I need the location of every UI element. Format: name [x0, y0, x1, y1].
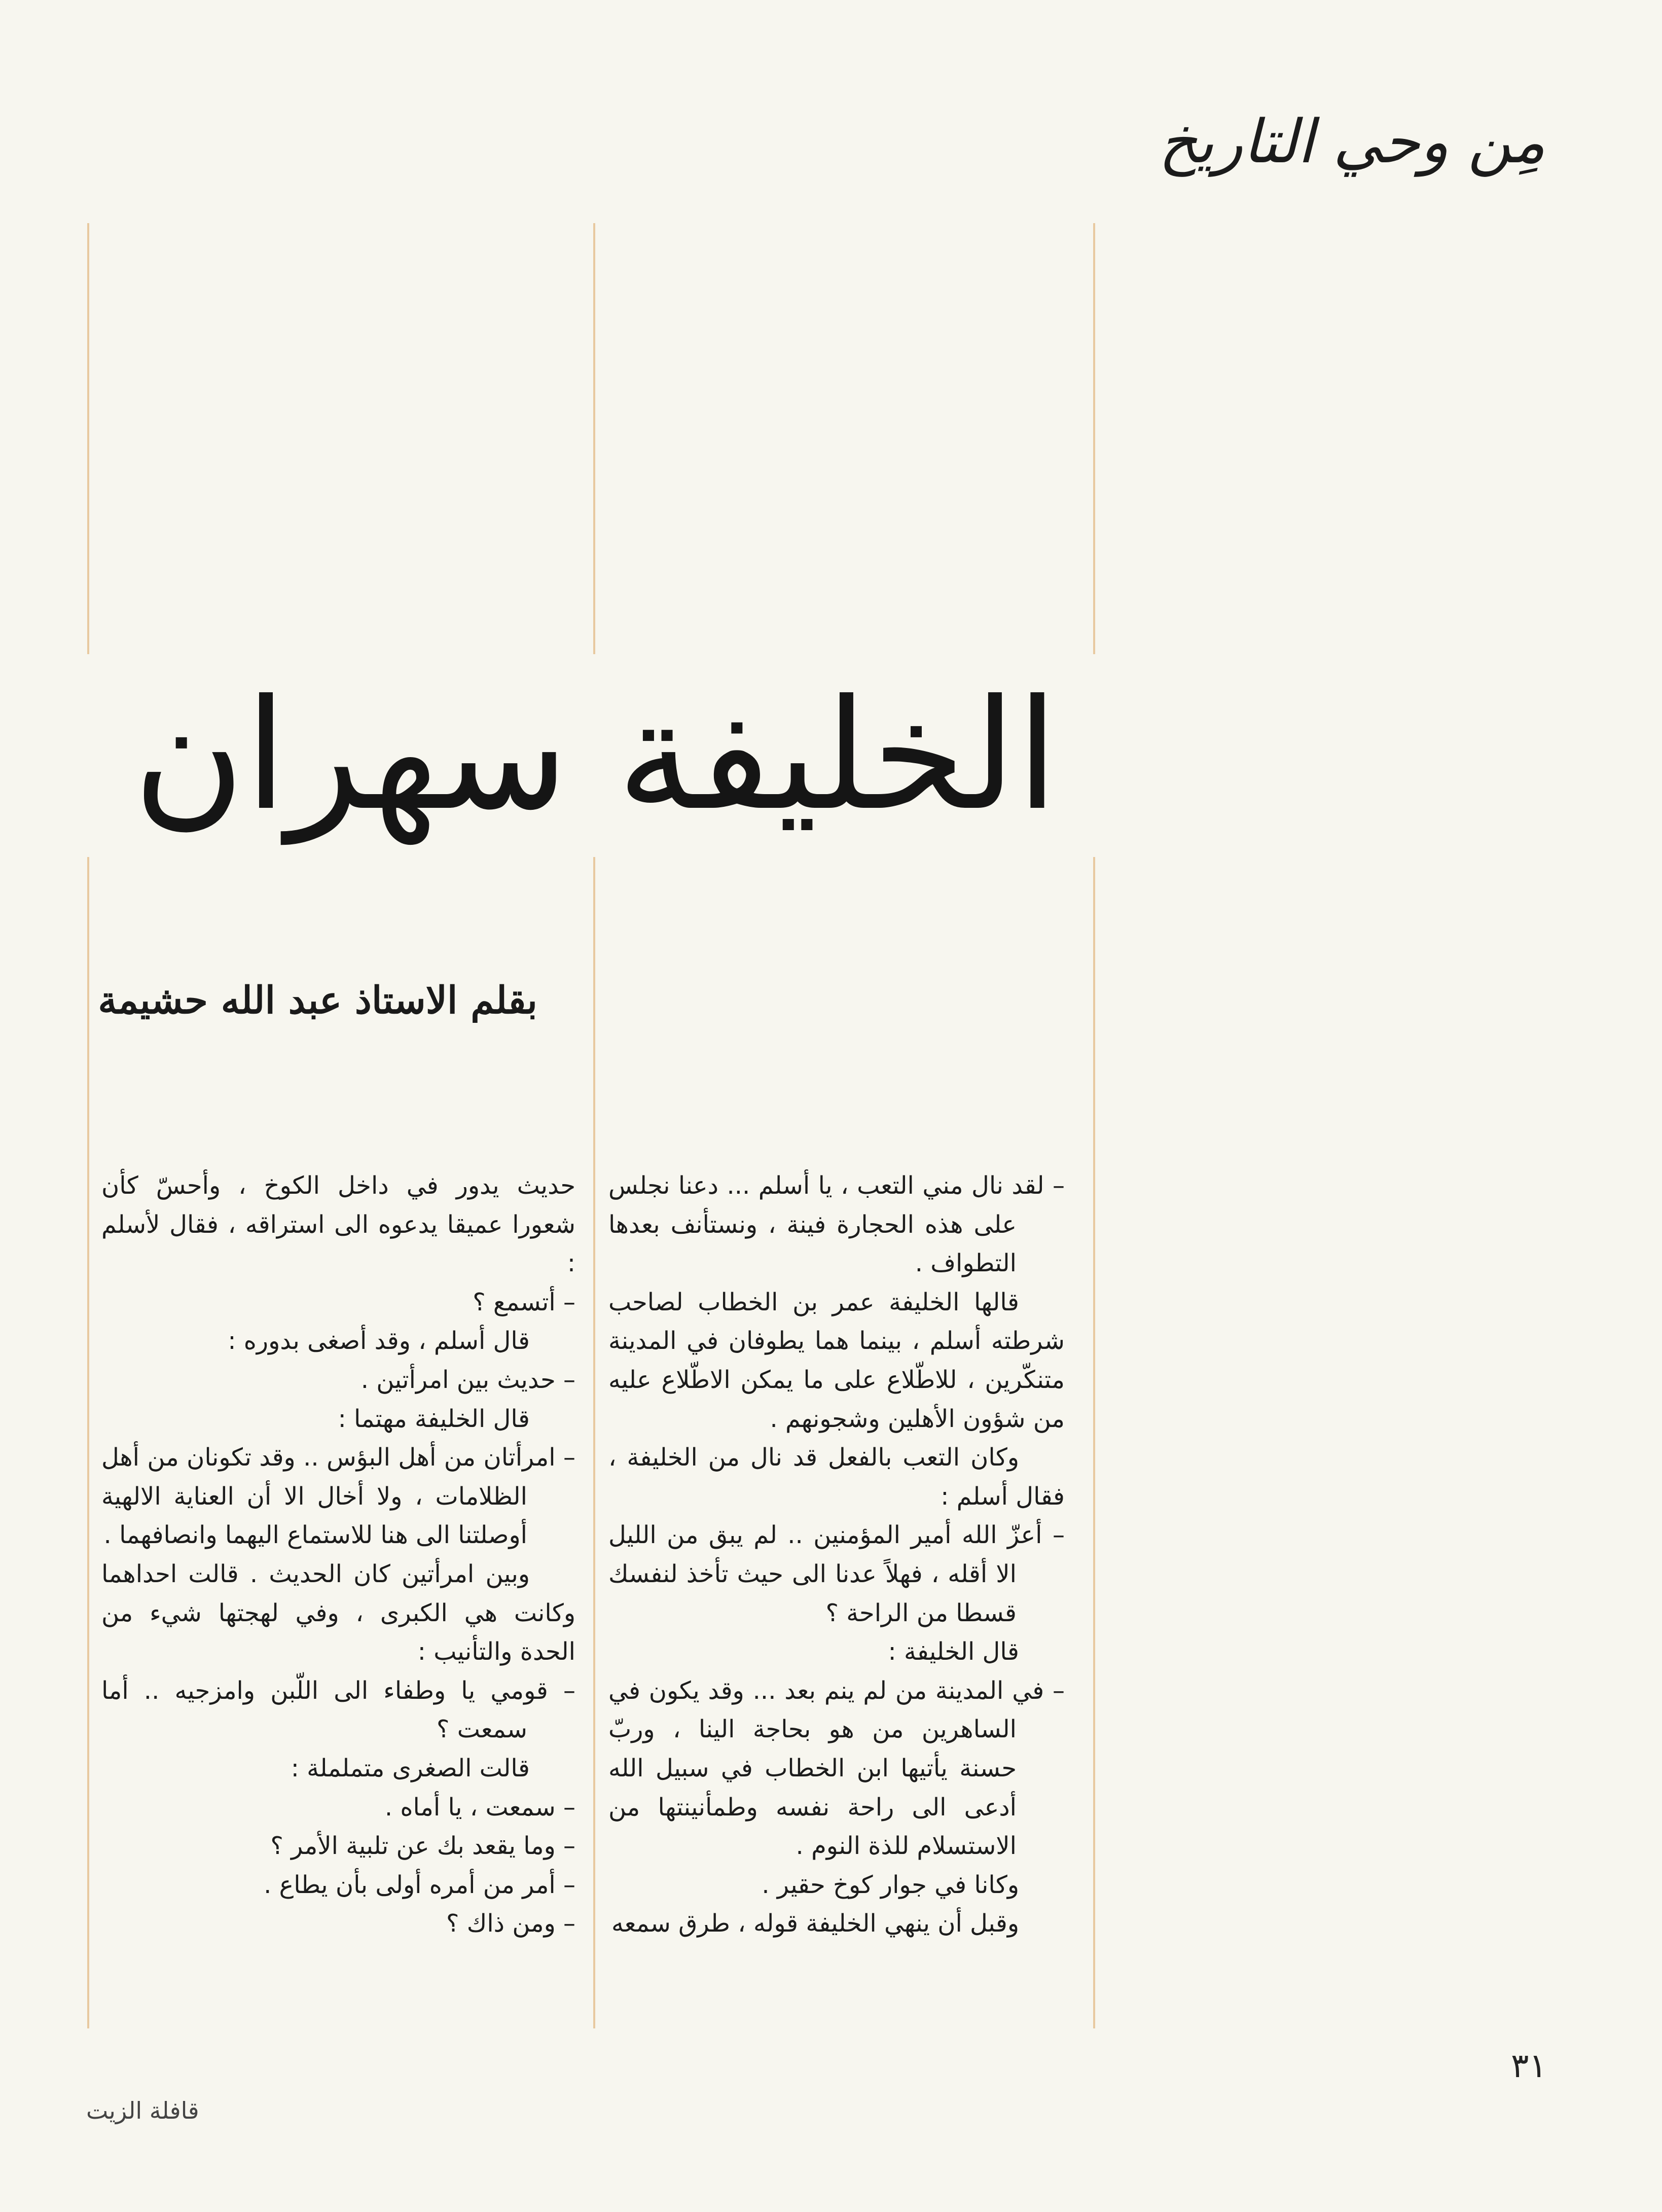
- paragraph: – أتسمع ؟: [473, 1288, 575, 1316]
- paragraph: – وما يقعد بك عن تلبية الأمر ؟: [270, 1832, 575, 1861]
- paragraph: – حديث بين امرأتين .: [360, 1365, 575, 1394]
- paragraph: قال أسلم ، وقد أصغى بدوره :: [228, 1327, 530, 1355]
- paragraph: قال الخليفة :: [888, 1637, 1019, 1666]
- article-column-right: [608, 1166, 1065, 1943]
- paragraph: – ومن ذاك ؟: [446, 1909, 575, 1938]
- column-rule-left: [87, 223, 89, 2028]
- paragraph: – أعزّ الله أمير المؤمنين .. لم يبق من الليل الا أقله ، فهلاً عدنا الى حيث تأخذ لنفسك قسطا من الراحة ؟: [608, 1521, 1065, 1627]
- paragraph: – قومي يا وطفاء الى اللّبن وامزجيه .. أما سمعت ؟: [101, 1676, 575, 1744]
- paragraph: قالت الصغرى متململة :: [291, 1754, 530, 1782]
- paragraph: – أمر من أمره أولى بأن يطاع .: [264, 1870, 575, 1899]
- section-label: مِن وحي التاريخ: [1159, 106, 1545, 176]
- article-byline: بقلم الاستاذ عبد الله حشيمة: [98, 979, 537, 1022]
- paragraph: حديث يدور في داخل الكوخ ، وأحسّ كأن شعورا عميقا يدعوه الى استراقه ، فقال لأسلم :: [101, 1171, 575, 1278]
- paragraph: – لقد نال مني التعب ، يا أسلم ... دعنا نجلس على هذه الحجارة فينة ، ونستأنف بعدها التطواف .: [608, 1171, 1065, 1278]
- column-rule-right: [1093, 223, 1095, 2028]
- article-title: الخليفة سهران: [86, 654, 1105, 857]
- paragraph: – امرأتان من أهل البؤس .. وقد تكونان من أهل الظلامات ، ولا أخال الا أن العناية الالهية أوصلتنا الى هنا للاستماع اليهما وانصافهما .: [101, 1443, 575, 1550]
- paragraph: وكان التعب بالفعل قد نال من الخليفة ، فقال أسلم :: [608, 1443, 1065, 1511]
- paragraph: وكانا في جوار كوخ حقير .: [762, 1870, 1019, 1899]
- page-number: ٣١: [1511, 2046, 1547, 2085]
- paragraph: وبين امرأتين كان الحديث . قالت احداهما وكانت هي الكبرى ، وفي لهجتها شيء من الحدة والتأنيب :: [101, 1559, 575, 1666]
- column-rule-middle: [593, 223, 595, 2028]
- magazine-name: قافلة الزيت: [86, 2097, 199, 2124]
- paragraph: قالها الخليفة عمر بن الخطاب لصاحب شرطته أسلم ، بينما هما يطوفان في المدينة متنكّرين ، للاطّلاع على ما يمكن الاطّلاع عليه من شؤون الأهلين وشجونهم .: [608, 1288, 1065, 1433]
- article-column-left: [101, 1166, 575, 1943]
- paragraph: – سمعت ، يا أماه .: [384, 1793, 575, 1822]
- paragraph: – في المدينة من لم ينم بعد ... وقد يكون في الساهرين من هو بحاجة الينا ، وربّ حسنة يأتيها ابن الخطاب في سبيل الله أدعى الى راحة نفسه وطمأنينتها من الاستسلام للذة النوم .: [608, 1676, 1065, 1861]
- paragraph: وقبل أن ينهي الخليفة قوله ، طرق سمعه: [611, 1909, 1019, 1938]
- paragraph: قال الخليفة مهتما :: [338, 1404, 530, 1433]
